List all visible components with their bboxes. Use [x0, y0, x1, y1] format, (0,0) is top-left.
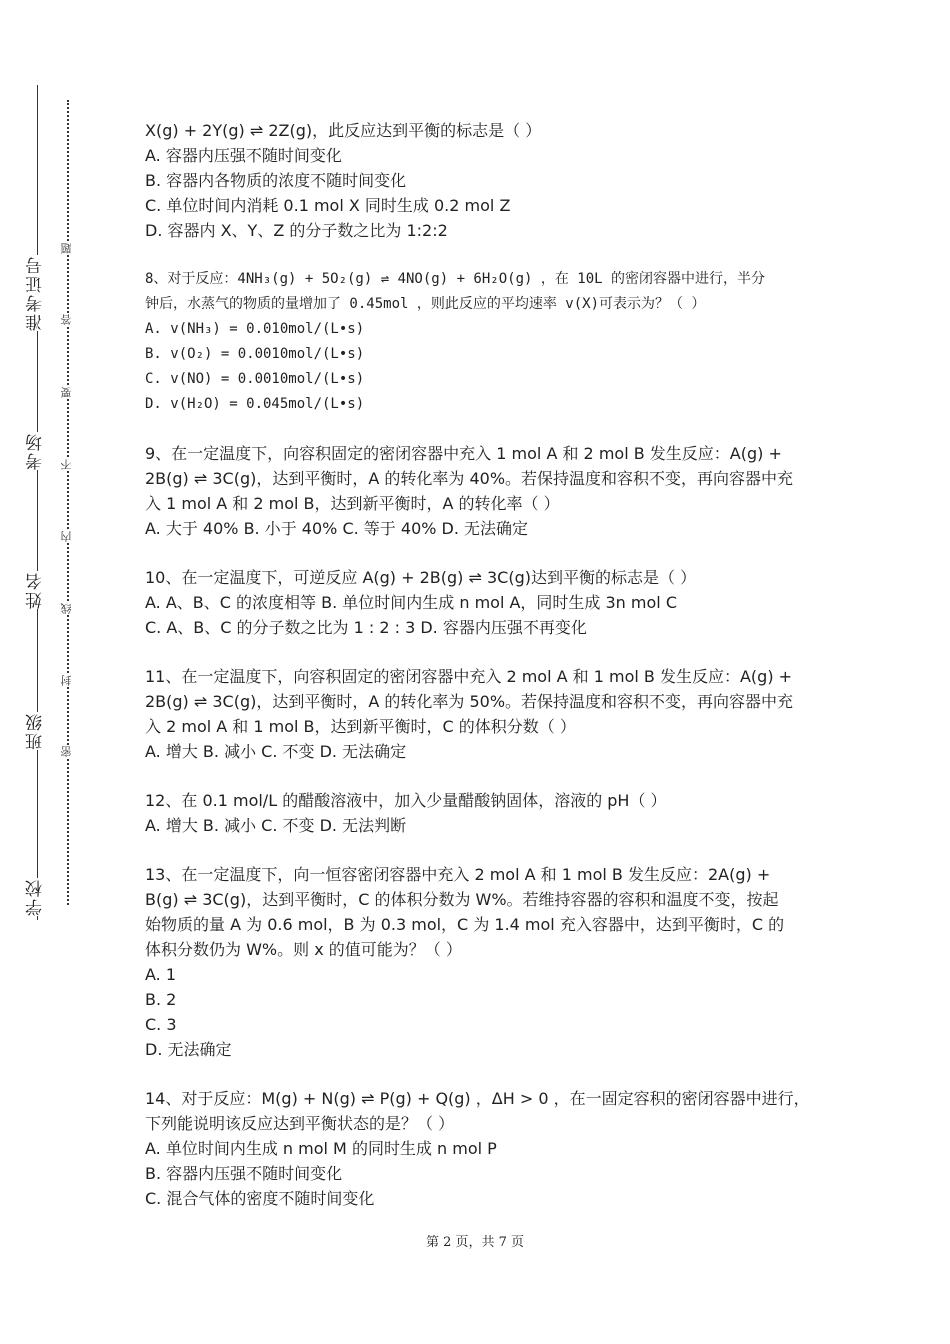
options: A. 增大 B. 减小 C. 不变 D. 无法确定 [145, 742, 407, 761]
binding-margin [0, 0, 100, 1344]
option-c: C. v(NO) = 0.0010mol/(L•s) [145, 371, 365, 387]
seal-char: 不 [60, 459, 76, 470]
question-stem: 12、在 0.1 mol/L 的醋酸溶液中，加入少量醋酸钠固体，溶液的 pH（ ） [145, 791, 667, 810]
field-label-school: 学校 [22, 878, 50, 916]
option-c: C. 单位时间内消耗 0.1 mol X 同时生成 0.2 mol Z [145, 196, 511, 215]
question-stem: 钟后，水蒸气的物质的量增加了 0.45mol ，则此反应的平均速率 v(X)可表示为？（ ） [145, 296, 706, 312]
question-stem: 9、在一定温度下，向容积固定的密闭容器中充入 1 mol A 和 2 mol B 发生反应：A(g) + [145, 444, 782, 463]
field-label-class: 班级 [22, 712, 50, 750]
option-d: D. 容器内 X、Y、Z 的分子数之比为 1:2:2 [145, 221, 448, 240]
option-c: C. 3 [145, 1015, 177, 1034]
question-stem: 2B(g) ⇌ 3C(g)，达到平衡时，A 的转化率为 50%。若保持温度和容积不变，再向容器中充 [145, 692, 794, 711]
option-b: B. 容器内压强不随时间变化 [145, 1164, 343, 1183]
options: A. 大于 40% B. 小于 40% C. 等于 40% D. 无法确定 [145, 519, 529, 538]
field-label-name: 姓名 [22, 571, 50, 609]
seal-char: 封 [60, 675, 76, 686]
seal-char: 密 [60, 746, 76, 757]
options: C. A、B、C 的分子数之比为 1 : 2 : 3 D. 容器内压强不再变化 [145, 618, 587, 637]
options: A. 增大 B. 减小 C. 不变 D. 无法判断 [145, 816, 407, 835]
field-line [37, 85, 38, 920]
question-stem: 10、在一定温度下，可逆反应 A(g) + 2B(g) ⇌ 3C(g)达到平衡的标志是（ ） [145, 568, 697, 587]
option-a: A. 容器内压强不随时间变化 [145, 146, 342, 165]
field-label-exam-room: 考场 [22, 432, 50, 470]
seal-char: 答 [60, 314, 76, 325]
option-b: B. 容器内各物质的浓度不随时间变化 [145, 171, 407, 190]
question-stem: 11、在一定温度下，向容积固定的密闭容器中充入 2 mol A 和 1 mol B 发生反应：A(g) + [145, 667, 793, 686]
question-stem: X(g) + 2Y(g) ⇌ 2Z(g)，此反应达到平衡的标志是（ ） [145, 121, 542, 140]
question-stem: 入 2 mol A 和 1 mol B，达到新平衡时，C 的体积分数（ ） [145, 717, 576, 736]
question-stem: 2B(g) ⇌ 3C(g)，达到平衡时，A 的转化率为 40%。若保持温度和容积不变，再向容器中充 [145, 469, 794, 488]
option-b: B. 2 [145, 990, 177, 1009]
field-label-exam-number: 准考证号 [22, 255, 50, 331]
seal-char: 题 [60, 243, 76, 254]
question-stem: 下列能说明该反应达到平衡状态的是？（ ） [145, 1114, 455, 1133]
options: A. A、B、C 的浓度相等 B. 单位时间内生成 n mol A，同时生成 3n mol C [145, 593, 677, 612]
option-a: A. 单位时间内生成 n mol M 的同时生成 n mol P [145, 1139, 497, 1158]
question-12 [145, 788, 820, 838]
question-stem: 8、对于反应：4NH₃(g) + 5O₂(g) ⇌ 4NO(g) + 6H₂O(g) ，在 10L 的密闭容器中进行，半分 [145, 271, 766, 287]
question-stem: 13、在一定温度下，向一恒容密闭容器中充入 2 mol A 和 1 mol B 发生反应：2A(g) + [145, 865, 771, 884]
question-10 [145, 565, 820, 640]
option-d: D. 无法确定 [145, 1040, 232, 1059]
option-d: D. v(H₂O) = 0.045mol/(L•s) [145, 396, 365, 412]
seal-char: 要 [60, 387, 76, 398]
question-7-continued [145, 118, 820, 243]
question-14 [145, 1086, 820, 1211]
option-a: A. 1 [145, 965, 177, 984]
question-9 [145, 441, 820, 541]
question-stem: 体积分数仍为 W%。则 x 的值可能为？（ ） [145, 940, 462, 959]
option-b: B. v(O₂) = 0.0010mol/(L•s) [145, 346, 365, 362]
question-8 [145, 267, 820, 417]
option-c: C. 混合气体的密度不随时间变化 [145, 1189, 375, 1208]
question-stem: B(g) ⇌ 3C(g)，达到平衡时，C 的体积分数为 W%。若维持容器的容积和温度不变，按起 [145, 890, 779, 909]
seal-dotted-line [67, 100, 69, 905]
seal-char: 线 [60, 603, 76, 614]
page-number: 第 2 页，共 7 页 [425, 1235, 525, 1250]
exam-content [145, 118, 820, 1235]
seal-char: 内 [60, 531, 76, 542]
question-11 [145, 664, 820, 764]
question-stem: 始物质的量 A 为 0.6 mol，B 为 0.3 mol，C 为 1.4 mol 充入容器中，达到平衡时，C 的 [145, 915, 785, 934]
option-a: A. v(NH₃) = 0.010mol/(L•s) [145, 321, 365, 337]
question-13 [145, 862, 820, 1062]
question-stem: 14、对于反应：M(g) + N(g) ⇌ P(g) + Q(g) ，ΔH > 0 ，在一固定容积的密闭容器中进行， [145, 1089, 810, 1108]
question-stem: 入 1 mol A 和 2 mol B，达到新平衡时，A 的转化率（ ） [145, 494, 560, 513]
